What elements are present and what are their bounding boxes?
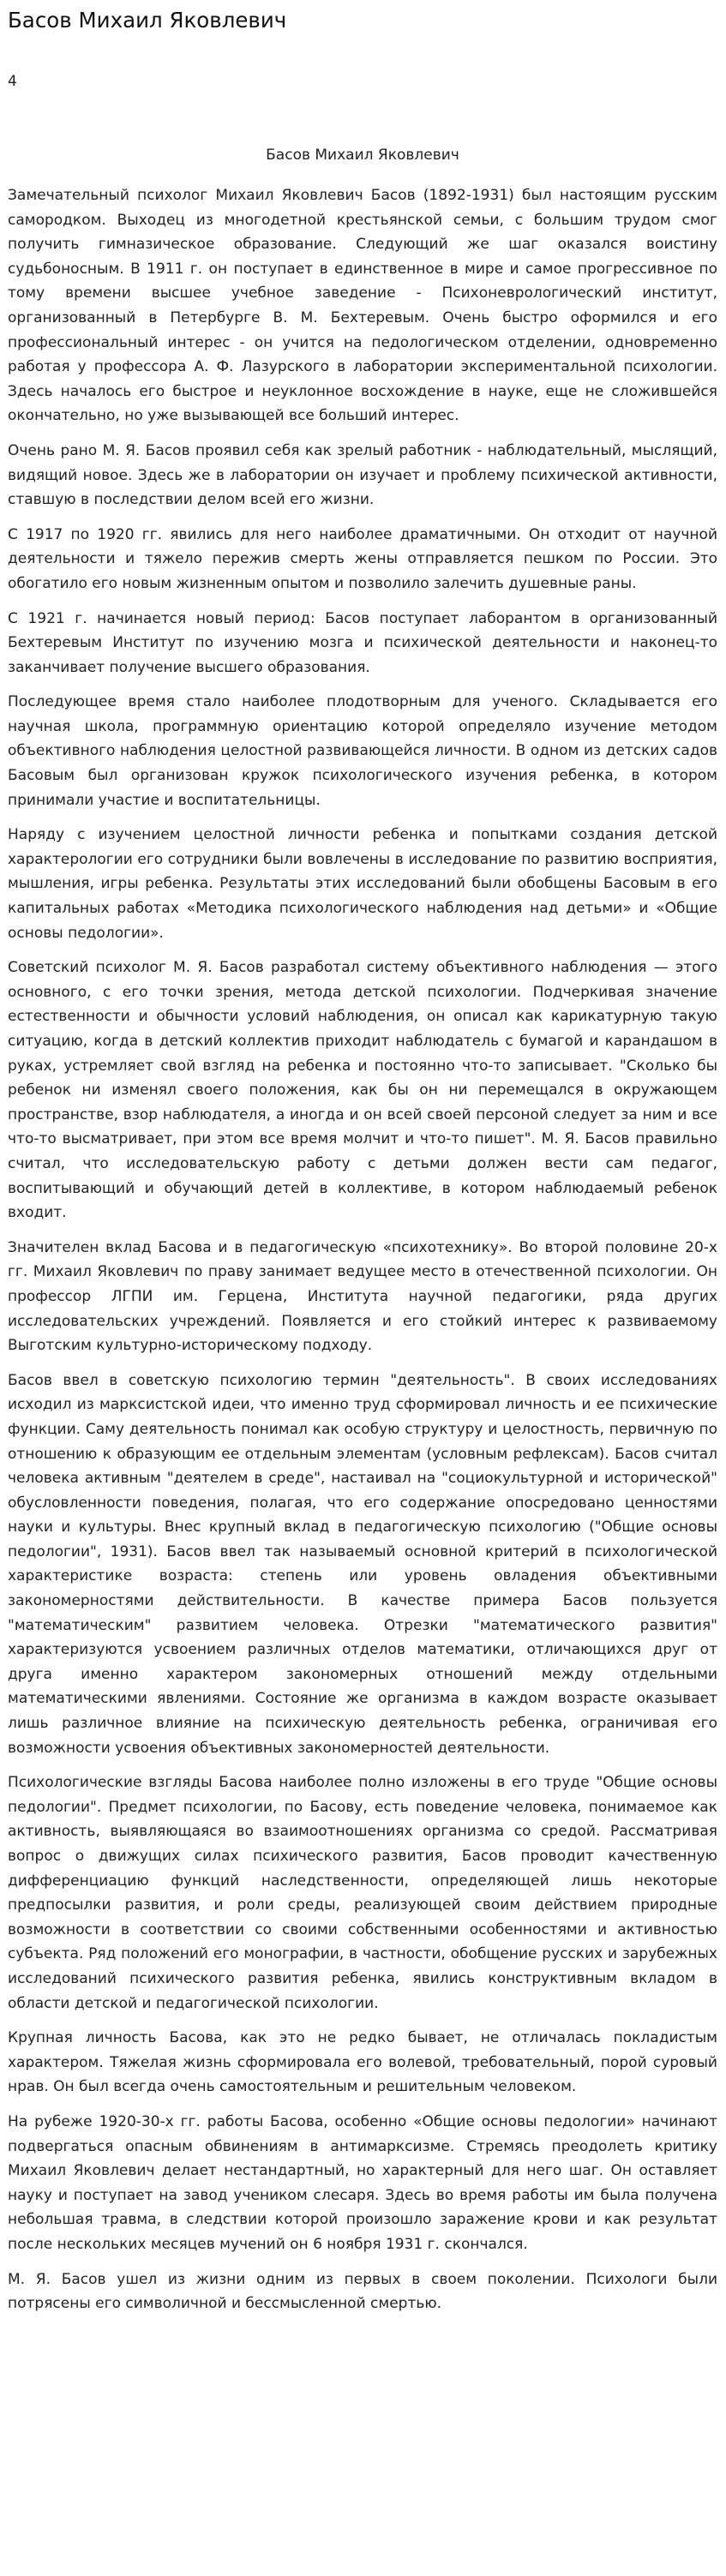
article-title: Басов Михаил Яковлевич [266, 147, 459, 164]
paragraph: На рубеже 1920-30-х гг. работы Басова, особенно «Общие основы педологии» начинают подвергаться опасным обвинениям в антимарксизме. Стремясь преодолеть критику Михаил Яковлевич делает нестандартный, но характерный для него шаг. Он оставляет науку и поступает на завод учеником слесаря. Здесь во время работы им была получена небольшая травма, в следствии которой произошло заражение крови и как результат после нескольких месяцев мучений он 6 ноября 1931 г. скончался. [8, 2112, 717, 2253]
paragraph: Очень рано М. Я. Басов проявил себя как зрелый работник - наблюдательный, мыслящий, видящий новое. Здесь же в лаборатории он изучает и проблему психической активности, ставшую в последствии делом всей его жизни. [8, 441, 717, 509]
paragraph: Психологические взгляды Басова наиболее полно изложены в его труде "Общие основы педологии". Предмет психологии, по Басову, есть поведение человека, понимаемое как активность, выявляющаяся во взаимоотношениях организма со средой. Рассматривая вопрос о движущих силах психического развития, Басов проводит качественную дифференциацию функций наследственности, определяющей лишь некоторые предпосылки развития, и роли среды, реализующей своим действием природные возможности в соответствии со своими собственными особенностями и активностью субъекта. Ряд положений его монографии, в частности, обобщение русских и зарубежных исследований психического развития ребенка, явились конструктивным вкладом в области детской и педагогической психологии. [8, 1774, 717, 2012]
paragraph: Наряду с изучением целостной личности ребенка и попытками создания детской характерологии его сотрудники были вовлечены в исследование по развитию восприятия, мышления, игры ребенка. Результаты этих исследований были обобщены Басовым в его капитальных работах «Методика психологического наблюдения над детьми» и «Общие основы педологии». [8, 826, 717, 942]
article-body [8, 183, 717, 2316]
paragraph: Крупная личность Басова, как это не редко бывает, не отличалась покладистым характером. Тяжелая жизнь сформировала его волевой, требовательный, порой суровый нрав. Он был всегда очень самостоятельным и решительным человеком. [8, 2029, 717, 2096]
document-page [0, 8, 726, 2316]
paragraph: Значителен вклад Басова и в педагогическую «психотехнику». Во второй половине 20-х гг. Михаил Яковлевич по праву занимает ведущее место в отечественной психологии. Он профессор ЛГПИ им. Герцена, Института научной педагогики, ряда других исследовательских учреждений. Появляется и его стойкий интерес к развиваемому Выготским культурно-историческому подходу. [8, 1238, 717, 1355]
paragraph: Последующее время стало наиболее плодотворным для ученого. Складывается его научная школа, программную ориентацию которой определяло изучение методом объективного наблюдения целостной развивающейся личности. В одном из детских садов Басовым был организован кружок психологического изучения ребенка, в котором принимали участие и воспитательницы. [8, 693, 717, 809]
page-number: 4 [8, 73, 17, 90]
paragraph: М. Я. Басов ушел из жизни одним из первых в своем поколении. Психологи были потрясены его символичной и бессмысленной смертью. [8, 2270, 717, 2313]
paragraph: Советский психолог М. Я. Басов разработал систему объективного наблюдения — этого основного, с его точки зрения, метода детской психологии. Подчеркивая значение естественности и обычности условий наблюдения, он описал как карикатурную такую ситуацию, когда в детский коллектив приходит наблюдатель с бумагой и карандашом в руках, устремляет свой взгляд на ребенка и постоянно что-то записывает. "Сколько бы ребенок ни изменял своего положения, как бы он ни перемещался в окружающем пространстве, взор наблюдателя, а иногда и он всей своей персоной следует за ним и все что-то высматривает, при этом все время молчит и что-то пишет". М. Я. Басов правильно считал, что исследовательскую работу с детьми должен вести сам педагог, воспитывающий и обучающий детей в коллективе, в котором наблюдаемый ребенок входит. [8, 959, 717, 1222]
paragraph: Замечательный психолог Михаил Яковлевич Басов (1892-1931) был настоящим русским самородком. Выходец из многодетной крестьянской семьи, с большим трудом смог получить гимназическое образование. Следующий же шаг оказался воистину судьбоносным. В 1911 г. он поступает в единственное в мире и самое прогрессивное по тому времени высшее учебное заведение - Психоневрологический институт, организованный в Петербурге В. М. Бехтеревым. Очень быстро оформился и его профессиональный интерес - он учится на педологическом отделении, одновременно работая у профессора А. Ф. Лазурского в лаборатории экспериментальной психологии. Здесь началось его быстрое и неуклонное восхождение в науке, еще не сложившейся окончательно, но уже вызывающей все больший интерес. [8, 187, 717, 425]
paragraph: С 1917 по 1920 гг. явились для него наиболее драматичными. Он отходит от научной деятельности и тяжело пережив смерть жены отправляется пешком по России. Это обогатило его новым жизненным опытом и позволило залечить душевные раны. [8, 525, 717, 592]
paragraph: Басов ввел в советскую психологию термин "деятельность". В своих исследованиях исходил из марксистской идеи, что именно труд сформировал личность и ее психические функции. Саму деятельность понимал как особую структуру и целостность, первичную по отношению к образующим ее отдельным элементам (условным рефлексам). Басов считал человека активным "деятелем в среде", настаивал на "социокультурной и исторической" обусловленности поведения, полагая, что его содержание опосредовано ценностями науки и культуры. Внес крупный вклад в педагогическую психологию ("Общие основы педологии", 1931). Басов ввел так называемый основной критерий в психологической характеристике возраста: степень или уровень овладения объективными закономерностями действительности. В качестве примера Басов пользуется "математическим" развитием человека. Отрезки "математического развития" характеризуются усвоением различных отделов математики, отличающихся друг от друга именно характером закономерных отношений между отдельными математическими явлениями. Состояние же организма в каждом возрасте оказывает лишь различное влияние на психическую деятельность ребенка, ограничивая его возможности усвоения объективных закономерностей деятельности. [8, 1371, 717, 1757]
paragraph: С 1921 г. начинается новый период: Басов поступает лаборантом в организованный Бехтеревым Институт по изучению мозга и психической деятельности и наконец-то заканчивает получение высшего образования. [8, 609, 717, 676]
document-title: Басов Михаил Яковлевич [8, 8, 287, 33]
